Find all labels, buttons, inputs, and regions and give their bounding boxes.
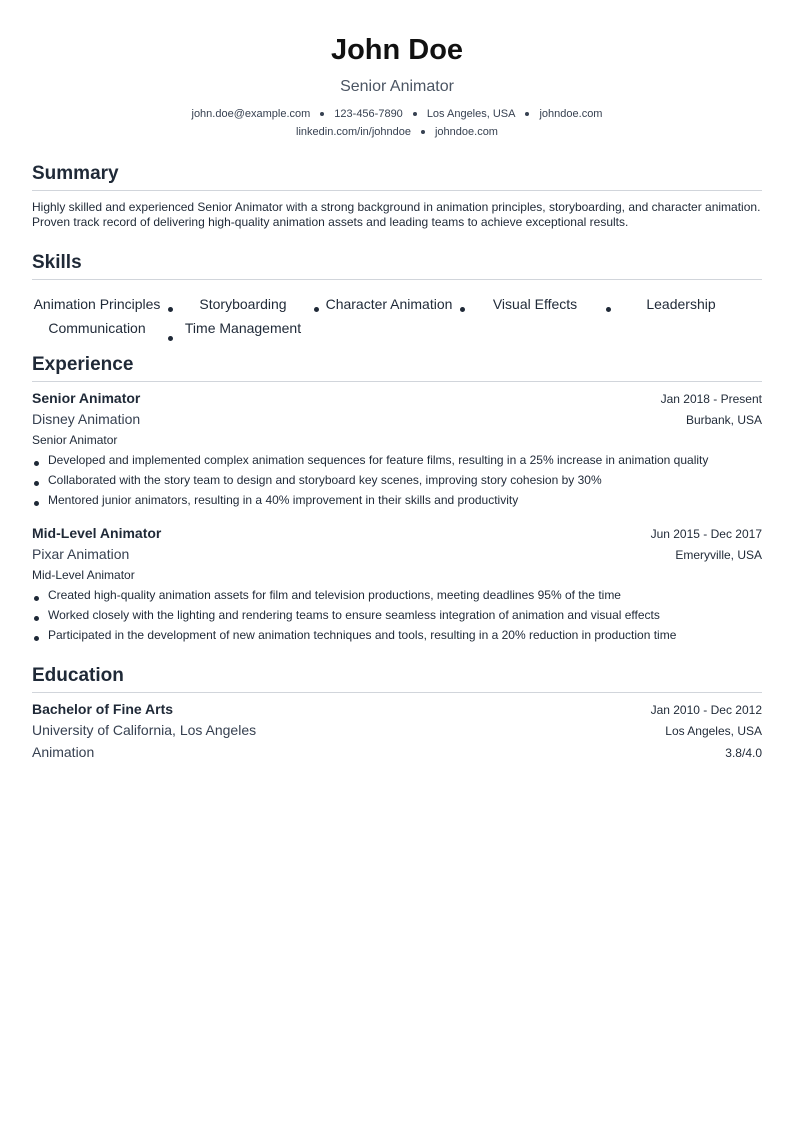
edu-location: Los Angeles, USA	[665, 724, 762, 738]
bullet-item: Collaborated with the story team to design and storyboard key scenes, improving story cohesion by 30%	[32, 470, 762, 490]
contact-line-2	[32, 123, 762, 141]
bullet-item: Developed and implemented complex animation sequences for feature films, resulting in a 25% increase in animation quality	[32, 450, 762, 470]
job-role: Senior Animator	[32, 390, 141, 406]
contact-phone[interactable]: 123-456-7890	[334, 108, 403, 120]
skill-item: Character Animation	[325, 296, 453, 312]
summary-text: Highly skilled and experienced Senior Animator with a strong background in animation principles, storyboarding, and character animation. Proven track record of delivering high-quality animation assets and leading teams to achieve exceptional results.	[32, 200, 761, 229]
job-location: Burbank, USA	[685, 413, 762, 427]
job-sub-role: Senior Animator	[32, 433, 118, 447]
bullet-item: Created high-quality animation assets for film and television productions, meeting deadlines 95% of the time	[32, 585, 762, 605]
education-section	[32, 664, 762, 764]
skill-separator	[308, 287, 324, 322]
entry-header	[32, 388, 762, 409]
skill-item: Visual Effects	[492, 296, 578, 312]
job-location: Emeryville, USA	[675, 548, 762, 562]
job-bullets	[32, 450, 762, 510]
job-sub-role: Mid-Level Animator	[32, 568, 135, 582]
contact-email[interactable]: john.doe@example.com	[191, 108, 311, 120]
entry-header	[32, 699, 762, 720]
job-dates: Jan 2018 - Present	[660, 392, 762, 406]
skill-separator	[454, 287, 470, 322]
separator-dot	[320, 112, 324, 116]
job-company: Disney Animation	[32, 411, 141, 427]
skills-row	[32, 316, 762, 340]
education-heading: Education	[32, 664, 762, 693]
resume-header	[32, 0, 762, 141]
contact-line-1	[32, 105, 762, 123]
contact-location: Los Angeles, USA	[426, 108, 516, 120]
separator-dot	[525, 112, 529, 116]
skill-separator	[162, 316, 178, 340]
separator-dot	[413, 112, 417, 116]
skills-heading: Skills	[32, 251, 762, 280]
experience-entry	[32, 523, 762, 645]
edu-dates: Jan 2010 - Dec 2012	[650, 703, 762, 717]
entry-detail	[32, 742, 762, 764]
skills-section	[32, 251, 762, 340]
experience-heading: Experience	[32, 353, 762, 382]
edu-field: Animation	[32, 744, 95, 760]
bullet-item: Mentored junior animators, resulting in a 40% improvement in their skills and productivity	[32, 490, 762, 510]
resume-page	[32, 0, 762, 764]
summary-heading: Summary	[32, 162, 762, 191]
job-role: Mid-Level Animator	[32, 525, 162, 541]
candidate-name: John Doe	[330, 34, 464, 66]
edu-school: University of California, Los Angeles	[32, 722, 257, 738]
bullet-item: Participated in the development of new animation techniques and tools, resulting in a 20% reduction in production time	[32, 625, 762, 645]
contact-website-2[interactable]: johndoe.com	[434, 126, 498, 138]
summary-section	[32, 162, 762, 230]
skill-item: Communication	[48, 319, 146, 336]
entry-subheader	[32, 544, 762, 566]
candidate-title: Senior Animator	[340, 78, 454, 95]
entry-subheader	[32, 409, 762, 431]
skill-separator	[600, 287, 616, 322]
bullet-item: Worked closely with the lighting and rendering teams to ensure seamless integration of animation and visual effects	[32, 605, 762, 625]
entry-subheader	[32, 720, 762, 742]
contact-website[interactable]: johndoe.com	[539, 108, 603, 120]
experience-entry	[32, 388, 762, 510]
skill-item: Time Management	[184, 319, 302, 336]
separator-dot	[421, 130, 425, 134]
skill-item: Leadership	[646, 296, 716, 312]
experience-section	[32, 353, 762, 645]
edu-gpa: 3.8/4.0	[725, 746, 762, 760]
skills-grid	[32, 287, 762, 340]
skill-item: Storyboarding	[199, 296, 287, 312]
contact-linkedin[interactable]: linkedin.com/in/johndoe	[296, 126, 411, 138]
job-company: Pixar Animation	[32, 546, 130, 562]
skill-item: Animation Principles	[33, 296, 161, 312]
job-bullets	[32, 585, 762, 645]
entry-header	[32, 523, 762, 544]
job-dates: Jun 2015 - Dec 2017	[650, 527, 762, 541]
education-entry	[32, 699, 762, 764]
edu-degree: Bachelor of Fine Arts	[32, 701, 174, 717]
